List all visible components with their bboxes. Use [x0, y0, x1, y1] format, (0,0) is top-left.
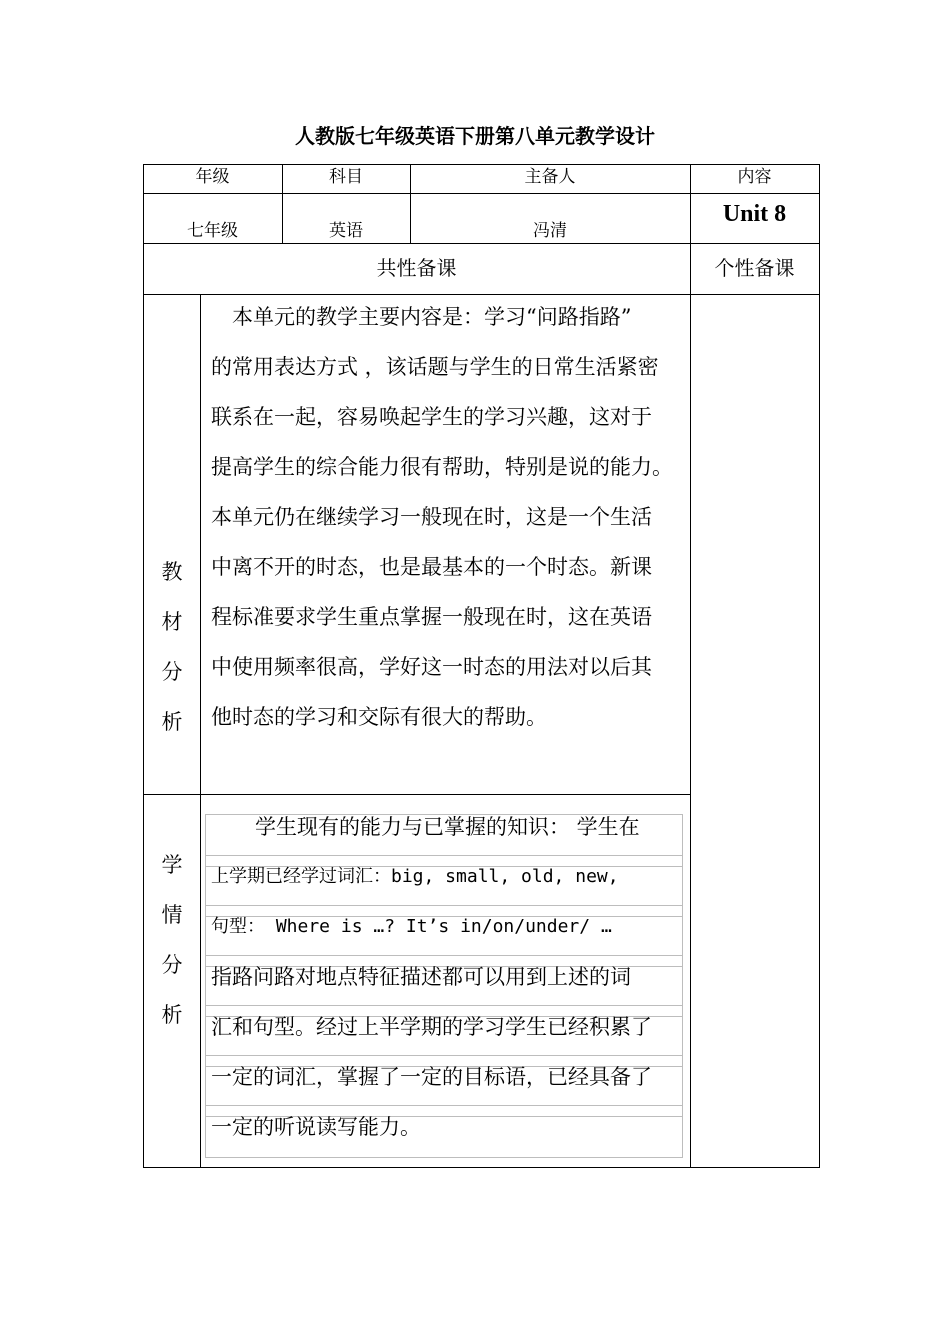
- text-line: 他时态的学习和交际有很大的帮助。: [211, 705, 547, 729]
- table-rule-col3: [690, 164, 691, 1168]
- text-line: 指路问路对地点特征描述都可以用到上述的词: [211, 965, 631, 989]
- table-rule-header: [143, 193, 820, 194]
- text-line: 中使用频率很高，学好这一时态的用法对以后其: [211, 655, 652, 679]
- subject-value: 英语: [329, 221, 363, 241]
- text-line: 程标准要求学生重点掌握一般现在时，这在英语: [211, 605, 652, 629]
- text-line: 汇和句型。经过上半学期的学习学生已经积累了: [211, 1015, 652, 1039]
- preparer-value: 冯清: [533, 221, 567, 241]
- header-subject: 科目: [329, 167, 363, 187]
- student-analysis-text: [211, 802, 652, 1152]
- text-line: 句型： Where is …? It’s in/on/under/ …: [211, 916, 612, 937]
- personal-prep-label: 个性备课: [714, 256, 795, 280]
- common-prep-label: 共性备课: [376, 256, 457, 280]
- table-rule-info: [143, 243, 820, 244]
- table-rule-label-col: [200, 294, 201, 1168]
- table-border-right: [819, 164, 820, 1168]
- text-line: 提高学生的综合能力很有帮助，特别是说的能力。: [211, 455, 673, 479]
- label-char: 教: [161, 560, 183, 584]
- label-char: 分: [161, 660, 183, 684]
- label-char: 分: [161, 953, 183, 977]
- content-value: Unit 8: [722, 201, 787, 227]
- table-border-bottom: [143, 1167, 820, 1168]
- text-line: 的常用表达方式 ，该话题与学生的日常生活紧密: [211, 355, 659, 379]
- label-char: 学: [161, 853, 183, 877]
- label-char: 材: [161, 610, 183, 634]
- header-preparer: 主备人: [524, 167, 576, 187]
- student-analysis-label: [144, 840, 200, 1040]
- label-char: 情: [161, 903, 183, 927]
- text-line: 本单元的教学主要内容是：学习“问路指路”: [232, 305, 632, 329]
- text-line: 联系在一起，容易唤起学生的学习兴趣，这对于: [211, 405, 652, 429]
- header-content: 内容: [737, 167, 772, 187]
- grade-value: 七年级: [187, 221, 238, 241]
- document-title: 人教版七年级英语下册第八单元教学设计: [295, 124, 655, 148]
- text-line: 学生现有的能力与已掌握的知识： 学生在: [255, 815, 640, 839]
- text-line: 本单元仍在继续学习一般现在时，这是一个生活: [211, 505, 652, 529]
- text-line: 一定的词汇，掌握了一定的目标语，已经具备了: [211, 1065, 652, 1089]
- inner-box-bottom: [205, 1157, 683, 1158]
- textbook-analysis-label: [144, 547, 200, 747]
- text-line: 上学期已经学过词汇：big, small, old, new,: [211, 866, 619, 887]
- table-border-top: [143, 164, 820, 165]
- header-grade: 年级: [195, 167, 230, 187]
- label-char: 析: [161, 1003, 183, 1027]
- textbook-analysis-text: [211, 292, 673, 742]
- text-line: 中离不开的时态，也是最基本的一个时态。新课: [211, 555, 652, 579]
- table-rule-analysis: [143, 794, 691, 795]
- text-line: 一定的听说读写能力。: [211, 1115, 421, 1139]
- label-char: 析: [161, 710, 183, 734]
